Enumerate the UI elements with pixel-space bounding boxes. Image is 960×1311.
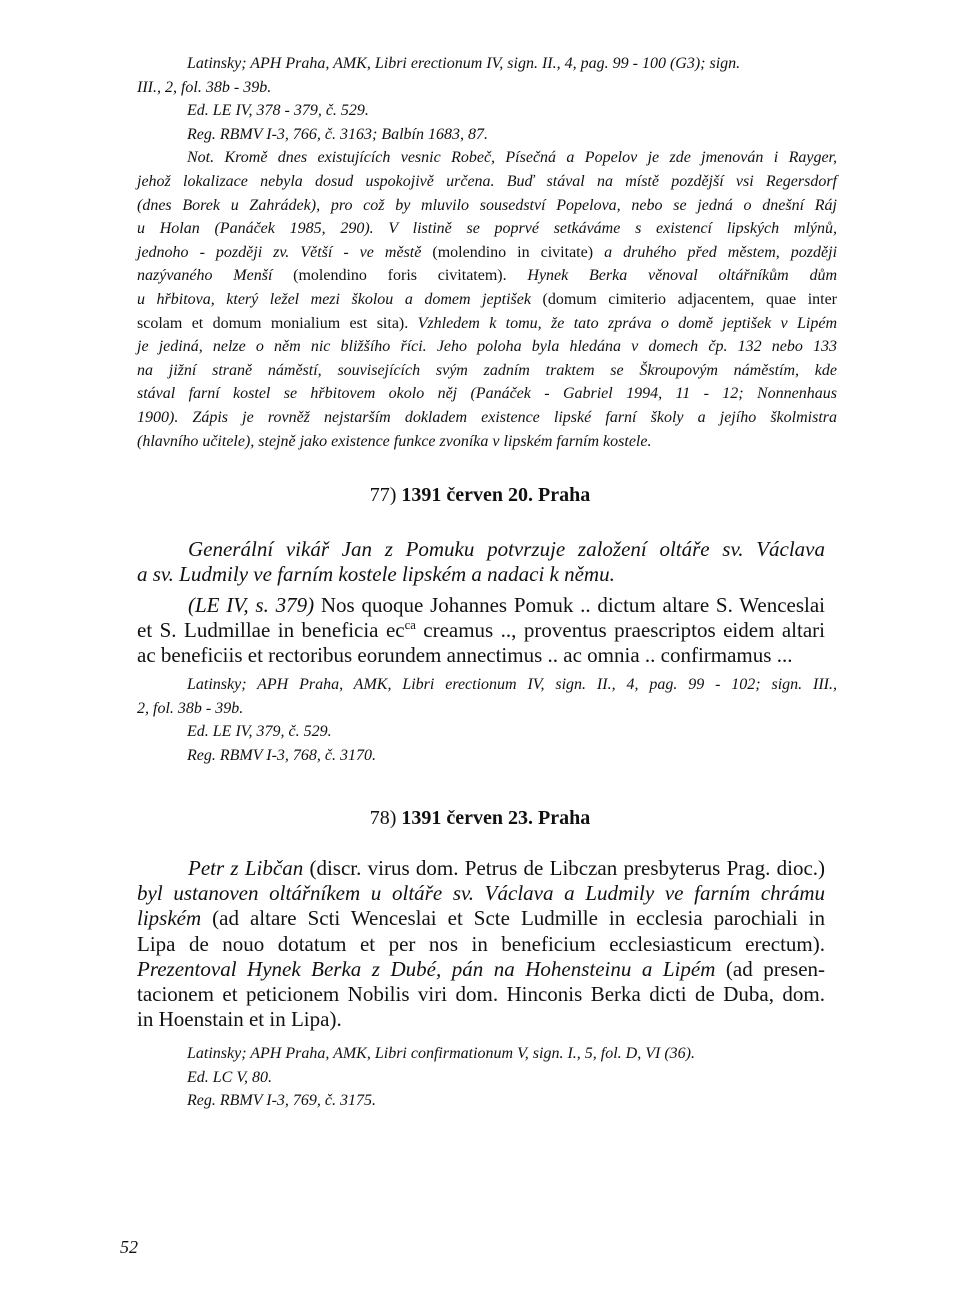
entry-date: 1391 červen 23. Praha xyxy=(401,807,591,829)
text-line: et S. Ludmillae in beneficia $ec^{ca}$ creamus .., proventus praescriptos eidem altari xyxy=(137,618,825,643)
entry-text xyxy=(137,593,825,669)
entry-date: 1391 červen 20. Praha xyxy=(401,484,591,506)
entry-source xyxy=(137,673,837,767)
note-line: u Holan (Panáček 1985, 290). V listině se poprvé setkáváme s existencí lipských mlýnů, xyxy=(137,220,837,238)
text-line: (LE IV, s. 379) Nos quoque Johannes Pomuk .. dictum altare S. Wenceslai xyxy=(188,593,826,617)
source-line: III., 2, fol. 38b - 39b. xyxy=(137,78,272,96)
note-line: u hřbitova, který ležel mezi školou a domem jeptišek (domum cimiterio adjacentem, quae inter xyxy=(137,290,838,308)
summary-line: a sv. Ludmily ve farním kostele lipském a nadaci k němu. xyxy=(137,562,615,587)
note-line: (dnes Borek u Zahrádek), pro což by mluvilo sousedství Popelova, nebo se jedná o dnešní Ráj xyxy=(137,196,837,214)
regest-line: Reg. RBMV I-3, 766, č. 3163; Balbín 1683, 87. xyxy=(187,125,488,143)
source-line: Latinsky; APH Praha, AMK, Libri confirmationum V, sign. I., 5, fol. D, VI (36). xyxy=(187,1045,695,1062)
entry-heading xyxy=(0,484,960,507)
note-line: jednoho - později zv. Větší - ve městě (molendino in civitate) a druhého před městem, později xyxy=(137,243,838,261)
source-line: Latinsky; APH Praha, AMK, Libri erectionum IV, sign. II., 4, pag. 99 - 102; sign. III., xyxy=(187,676,837,693)
source-line: Latinsky; APH Praha, AMK, Libri erectionum IV, sign. II., 4, pag. 99 - 100 (G3); sign. xyxy=(187,55,741,72)
edition-line: Ed. LC V, 80. xyxy=(187,1068,273,1086)
note-line: stával farní kostel se hřbitovem okolo něj (Panáček - Gabriel 1994, 11 - 12; Nonnenhaus xyxy=(137,385,837,403)
top-note-block xyxy=(137,52,837,453)
page-number: 52 xyxy=(120,1237,138,1257)
entry-summary xyxy=(137,537,825,587)
edition-line: Ed. LE IV, 378 - 379, č. 529. xyxy=(187,102,369,120)
entry-number: 77) xyxy=(369,484,397,506)
entry-number: 78) xyxy=(369,807,397,829)
note-line: (hlavního učitele), stejně jako existence funkce zvoníka v lipském farním kostele. xyxy=(137,432,652,450)
entry-text xyxy=(137,856,825,1032)
text-line: tacionem et peticionem Nobilis viri dom. Hinconis Berka dicti de Duba, dom. xyxy=(137,982,825,1007)
note-line: jehož lokalizace nebyla dosud uspokojivě určena. Buď stával na místě pozdější vsi Regersdorf xyxy=(137,172,837,190)
text-line: in Hoenstain et in Lipa). xyxy=(137,1007,342,1032)
note-line: je jediná, nelze o něm nic bližšího říci. Jeho poloha byla hledána v domech čp. 132 nebo 133 xyxy=(137,338,837,356)
note-line: nazývaného Menší (molendino foris civitatem). Hynek Berka věnoval oltářníkům dům xyxy=(137,267,838,285)
note-line: Not. Kromě dnes existujících vesnic Robeč, Písečná a Popelov je zde jmenován i Rayger, xyxy=(187,149,837,167)
note-line: scolam et domum monialium est sita). Vzhledem k tomu, že tato zpráva o domě jeptišek v Lipém xyxy=(137,314,838,332)
text-line: Prezentoval Hynek Berka z Dubé, pán na Hohensteinu a Lipém (ad presen- xyxy=(137,956,826,981)
text-line: Lipa de nouo dotatum et per nos in beneficium ecclesiasticum erectum). xyxy=(137,931,825,956)
text-line: lipském (ad altare Scti Wenceslai et Scte Ludmille in ecclesia parochiali in xyxy=(137,906,825,931)
regest-line: Reg. RBMV I-3, 768, č. 3170. xyxy=(187,746,376,764)
note-line: na jižní straně náměstí, souvisejících svým zadním traktem se Škroupovým náměstím, kde xyxy=(137,361,837,379)
entry-heading xyxy=(0,807,960,830)
note-line: 1900). Zápis je rovněž nejstarším dokladem existence lipské farní školy a jejího školmistra xyxy=(137,408,837,426)
regest-line: Reg. RBMV I-3, 769, č. 3175. xyxy=(187,1092,376,1110)
text-line: byl ustanoven oltářníkem u oltáře sv. Václava a Ludmily ve farním chrámu xyxy=(137,881,825,906)
source-line: 2, fol. 38b - 39b. xyxy=(137,699,244,717)
text-line: Petr z Libčan (discr. virus dom. Petrus de Libczan presbyterus Prag. dioc.) xyxy=(188,856,826,880)
entry-source xyxy=(137,1042,837,1113)
summary-line: Generální vikář Jan z Pomuku potvrzuje založení oltáře sv. Václava xyxy=(188,537,825,561)
edition-line: Ed. LE IV, 379, č. 529. xyxy=(187,723,332,741)
text-line: ac beneficiis et rectoribus eorundem annectimus .. ac omnia .. confirmamus ... xyxy=(137,643,793,668)
